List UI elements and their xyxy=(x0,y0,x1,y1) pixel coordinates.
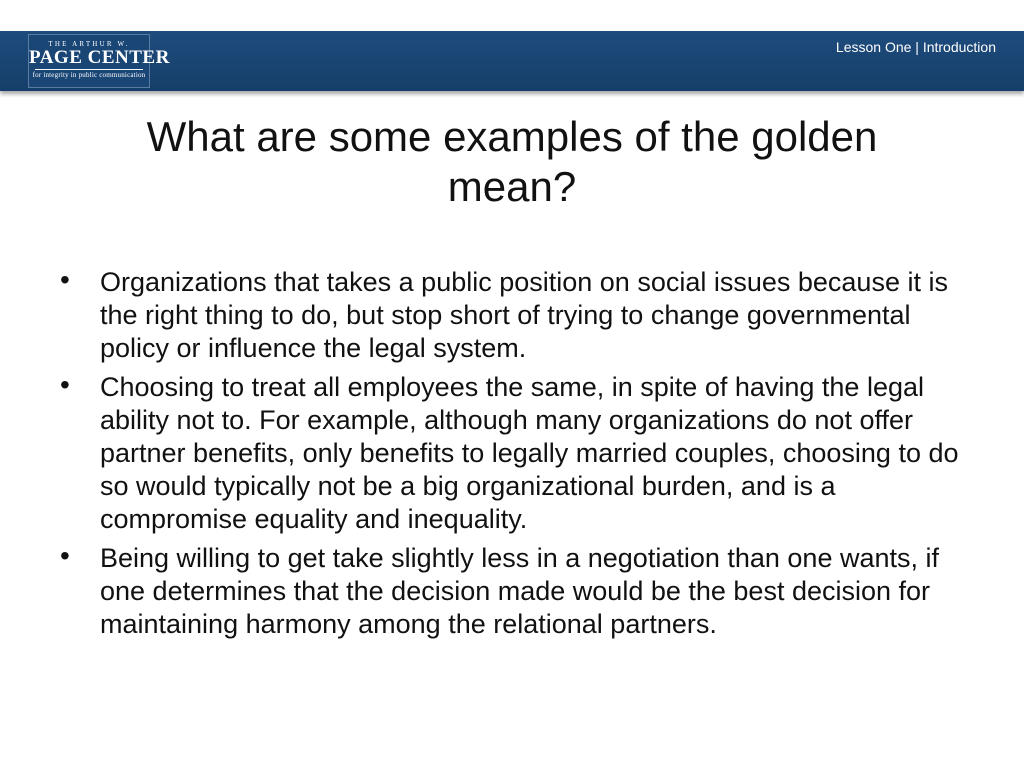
slide-title: What are some examples of the golden mean? xyxy=(146,113,878,210)
logo-divider xyxy=(35,69,143,70)
lesson-label: Lesson One | Introduction xyxy=(835,39,996,55)
logo-top-line: THE ARTHUR W. xyxy=(48,40,130,48)
bullet-text: Choosing to treat all employees the same, in spite of having the legal ability not to. For example, although many organizations do not offer partner benefits, only benefits to legally married couples, choosing to do so would typically not be a big organizational burden, and is a compromise equality and inequality. xyxy=(100,372,959,534)
page-center-logo xyxy=(28,34,170,88)
bullet-list xyxy=(58,266,968,647)
bullet-text: Organizations that takes a public position on social issues because it is the right thing to do, but stop short of trying to change governmental policy or influence the legal system. xyxy=(100,267,948,363)
bullet-item xyxy=(58,542,968,641)
header-band xyxy=(0,31,1024,91)
bullet-marker: • xyxy=(60,540,70,571)
bullet-marker: • xyxy=(60,264,70,295)
top-margin xyxy=(0,0,1024,31)
bullet-marker: • xyxy=(60,369,70,400)
logo-tagline: for integrity in public communication xyxy=(32,71,146,79)
logo-name: PAGE CENTER xyxy=(29,47,170,68)
bullet-item xyxy=(58,371,968,536)
bullet-text: Being willing to get take slightly less in a negotiation than one wants, if one determines that the decision made would be the best decision for maintaining harmony among the relational partners. xyxy=(100,543,940,639)
bullet-item xyxy=(58,266,968,365)
